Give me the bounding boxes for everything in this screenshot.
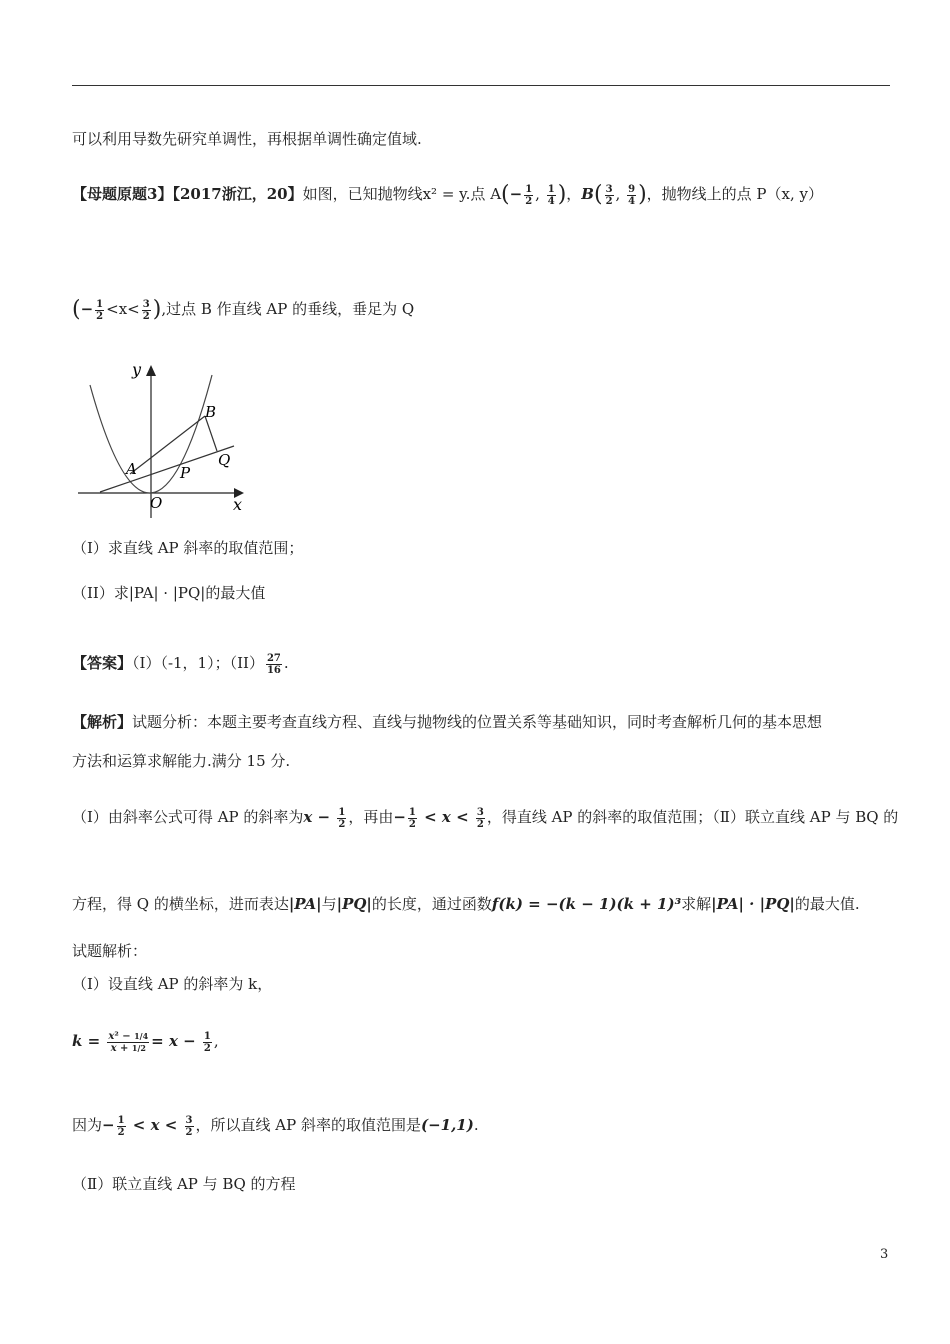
header-rule	[72, 85, 890, 86]
problem-line: 【母题原题3】【2017浙江，20】如图，已知抛物线x² = y.点 A(− $\frac{1}{2}$ , $\frac{1}{4}$ )，B( $\frac{3}{2}$ , $\frac{9}{4}$ )，抛物线上的点 P（x, y）	[72, 182, 823, 207]
y-axis-label: y	[132, 360, 142, 379]
pointB-x: $\frac{3}{2}$	[605, 183, 613, 207]
page-number: 3	[880, 1247, 889, 1262]
pointB-y: $\frac{9}{4}$	[628, 183, 636, 207]
answer-fraction: $\frac{27}{16}$	[266, 652, 281, 676]
range-line: (− $\frac{1}{2}$ <x< $\frac{3}{2}$ ),过点 B 作直线 AP 的垂线，垂足为 Q	[72, 297, 415, 322]
analysis-line-1: 【解析】试题分析：本题主要考查直线方程、直线与抛物线的位置关系等基础知识，同时考查解析几何的基本思想	[72, 713, 823, 731]
answer-label: 【答案】	[72, 654, 133, 672]
analysis-line-2: 方法和运算求解能力.满分 15 分.	[72, 752, 291, 770]
problem-source: 【2017浙江，20】	[172, 185, 303, 203]
analysis-line-4: 方程，得 Q 的横坐标，进而表达|PA|与|PQ|的长度，通过函数f(k) = −(k − 1)(k + 1)³求解|PA| · |PQ|的最大值.	[72, 895, 860, 913]
problem-tag: 【母题原题3】	[72, 185, 173, 203]
x-axis-label: x	[233, 495, 243, 514]
function-fk: f(k) = −(k − 1)(k + 1)³	[491, 895, 682, 913]
parabola-equation: x² = y	[422, 185, 466, 203]
point-A-label: A	[126, 460, 137, 478]
solution-step-2: （Ⅱ）联立直线 AP 与 BQ 的方程	[72, 1175, 296, 1193]
because-line: 因为− $\frac{1}{2}$ < x < $\frac{3}{2}$ ，所以直线 AP 斜率的取值范围是(−1,1).	[72, 1114, 479, 1138]
intro-line: 可以利用导数先研究单调性，再根据单调性确定值域.	[72, 130, 422, 148]
analysis-label: 【解析】	[72, 713, 133, 731]
solution-header: 试题解析：	[72, 942, 148, 960]
pointA-y: $\frac{1}{4}$	[547, 183, 555, 207]
slope-formula: k = $\frac{\text{x² − 1/4}}{x + 1/2}$ = x − $\frac{1}{2}$ ,	[72, 1030, 219, 1054]
analysis-line-3: （Ⅰ）由斜率公式可得 AP 的斜率为x − $\frac{1}{2}$ ，再由− $\frac{1}{2}$ < x < $\frac{3}{2}$ ，得直线 AP 的斜率的取值范围；（Ⅱ）联立直线 AP 与 BQ 的	[72, 806, 899, 830]
point-B-label: B	[205, 403, 217, 421]
question-1: （I）求直线 AP 斜率的取值范围；	[72, 539, 304, 557]
point-P-label: P	[180, 464, 191, 482]
origin-label: O	[150, 494, 163, 512]
solution-step-1: （Ⅰ）设直线 AP 的斜率为 k，	[72, 975, 273, 993]
question-2: （II）求|PA| · |PQ|的最大值	[72, 584, 266, 602]
answer-line: 【答案】（I）（-1，1）；（II） $\frac{27}{16}$ .	[72, 652, 289, 676]
parabola-figure	[72, 360, 257, 520]
pointA-x: $\frac{1}{2}$	[525, 183, 533, 207]
point-Q-label: Q	[218, 451, 231, 469]
